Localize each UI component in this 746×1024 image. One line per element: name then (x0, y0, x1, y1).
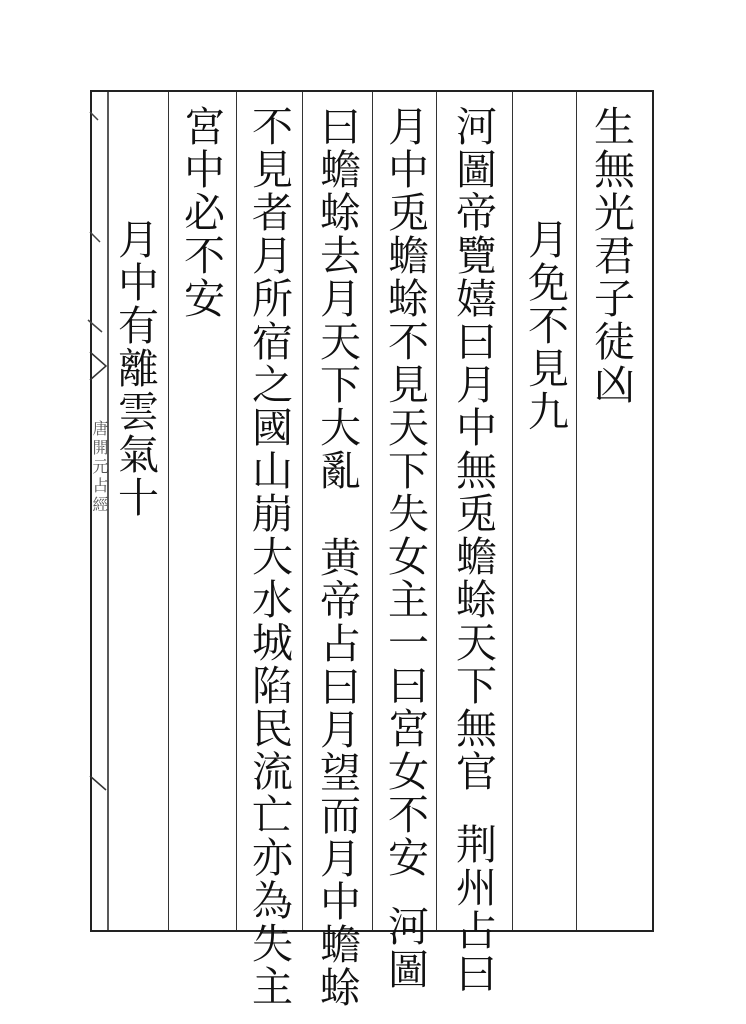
text-segment: 荆州占曰 (449, 823, 497, 995)
column-rule (302, 92, 303, 930)
text-segment: 河圖帝覽嬉曰月中無兎蟾蜍天下無官 (449, 105, 497, 793)
text-column-4 (381, 105, 429, 991)
text-column-6 (245, 105, 293, 1008)
text-segment: 生無光君子徒凶 (587, 105, 635, 406)
text-segment: 曰蟾蜍去月天下大亂 (313, 105, 361, 492)
column-rule (436, 92, 437, 930)
text-column-7 (177, 105, 225, 320)
margin-book-title: 唐開元占經 (90, 420, 109, 515)
text-segment: 河圖 (381, 905, 429, 991)
text-column-5 (313, 105, 361, 1009)
text-column-3 (449, 105, 497, 995)
section-heading-moon-rabbit (521, 218, 569, 433)
column-rule (236, 92, 237, 930)
frame-bottom-border (90, 930, 654, 932)
text-segment: 月中兎蟾蜍不見天下失女主一曰宮女不安 (381, 105, 429, 879)
text-segment: 黄帝占曰月望而月中蟾蜍 (313, 536, 361, 1009)
text-segment: 月免不見九 (521, 218, 569, 433)
column-rule (372, 92, 373, 930)
text-segment: 月中有離雲氣十 (111, 218, 159, 519)
column-rule (168, 92, 169, 930)
column-rule (576, 92, 577, 930)
frame-right-border (652, 90, 654, 932)
text-segment: 不見者月所宿之國山崩大水城陷民流亡亦為失主 (245, 105, 293, 1008)
section-heading-cloud-vapor (111, 218, 159, 519)
text-segment: 宮中必不安 (177, 105, 225, 320)
column-rule (512, 92, 513, 930)
text-column-1 (587, 105, 635, 406)
